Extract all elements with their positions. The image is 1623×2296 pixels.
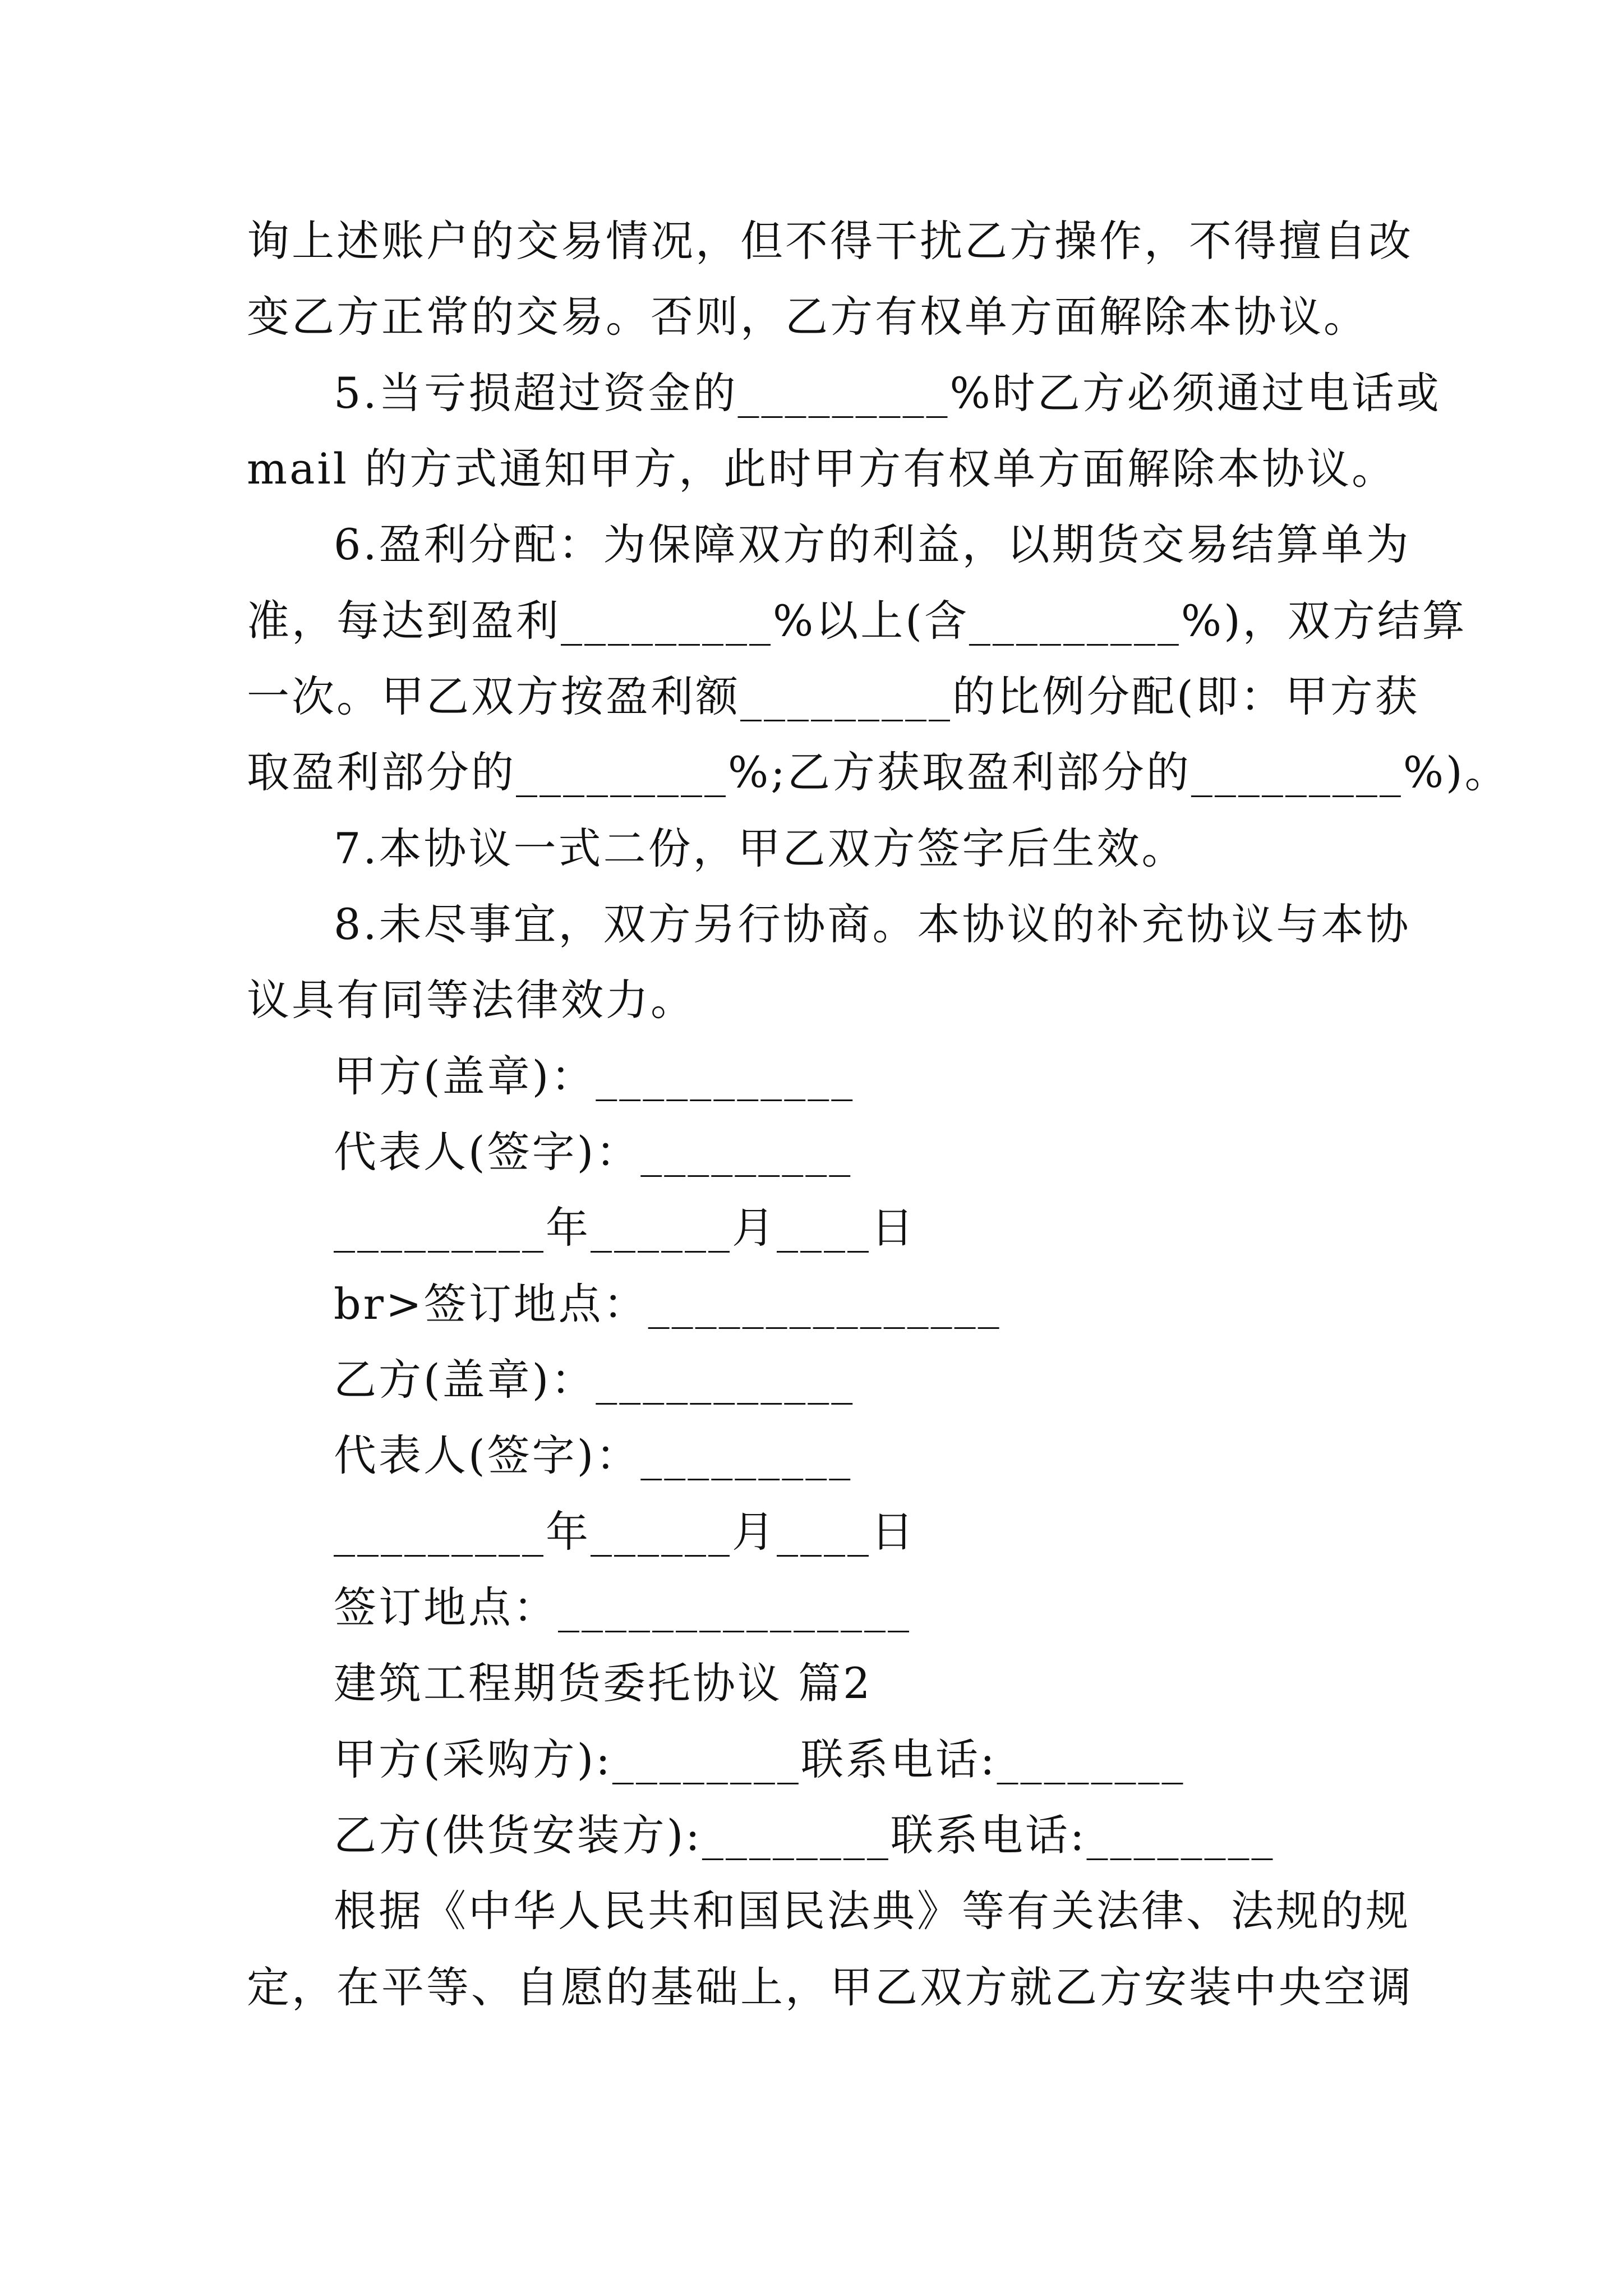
text-line: 乙方(盖章)：___________ — [334, 1355, 855, 1405]
text-line: 代表人(签字)：_________ — [334, 1127, 853, 1177]
text-line: 定，在平等、自愿的基础上，甲乙双方就乙方安装中央空调 — [247, 1962, 1413, 2012]
text-line: 甲方(盖章)：___________ — [334, 1051, 855, 1101]
text-line: 准，每达到盈利_________%以上(含_________%)，双方结算 — [247, 596, 1467, 646]
text-line: 询上述账户的交易情况，但不得干扰乙方操作，不得擅自改 — [247, 216, 1413, 266]
text-line: 根据《中华人民共和国民法典》等有关法律、法规的规 — [334, 1886, 1410, 1936]
text-line: 建筑工程期货委托协议 篇2 — [334, 1658, 873, 1708]
text-line: 一次。甲乙双方按盈利额_________的比例分配(即：甲方获 — [247, 671, 1420, 721]
text-line: br>签订地点：_______________ — [334, 1279, 1002, 1329]
text-line: 取盈利部分的_________%;乙方获取盈利部分的_________%)。 — [247, 747, 1510, 797]
text-line: 议具有同等法律效力。 — [247, 975, 695, 1025]
text-line: 6.盈利分配：为保障双方的利益，以期货交易结算单为 — [334, 519, 1411, 569]
text-line: 乙方(供货安装方):________联系电话:________ — [334, 1810, 1275, 1860]
text-line: 签订地点：_______________ — [334, 1582, 911, 1632]
text-line: 变乙方正常的交易。否则，乙方有权单方面解除本协议。 — [247, 292, 1368, 342]
text-line: 8.未尽事宜，双方另行协商。本协议的补充协议与本协 — [334, 899, 1411, 949]
text-line: 代表人(签字)：_________ — [334, 1430, 853, 1480]
text-line: _________年______月____日 — [334, 1507, 916, 1557]
text-line: 7.本协议一式二份，甲乙双方签字后生效。 — [334, 823, 1187, 873]
text-line: 甲方(采购方):________联系电话:________ — [334, 1734, 1186, 1784]
text-line: _________年______月____日 — [334, 1203, 916, 1253]
text-line: 5.当亏损超过资金的_________%时乙方必须通过电话或 — [334, 368, 1441, 418]
text-line: mail 的方式通知甲方，此时甲方有权单方面解除本协议。 — [247, 444, 1397, 494]
